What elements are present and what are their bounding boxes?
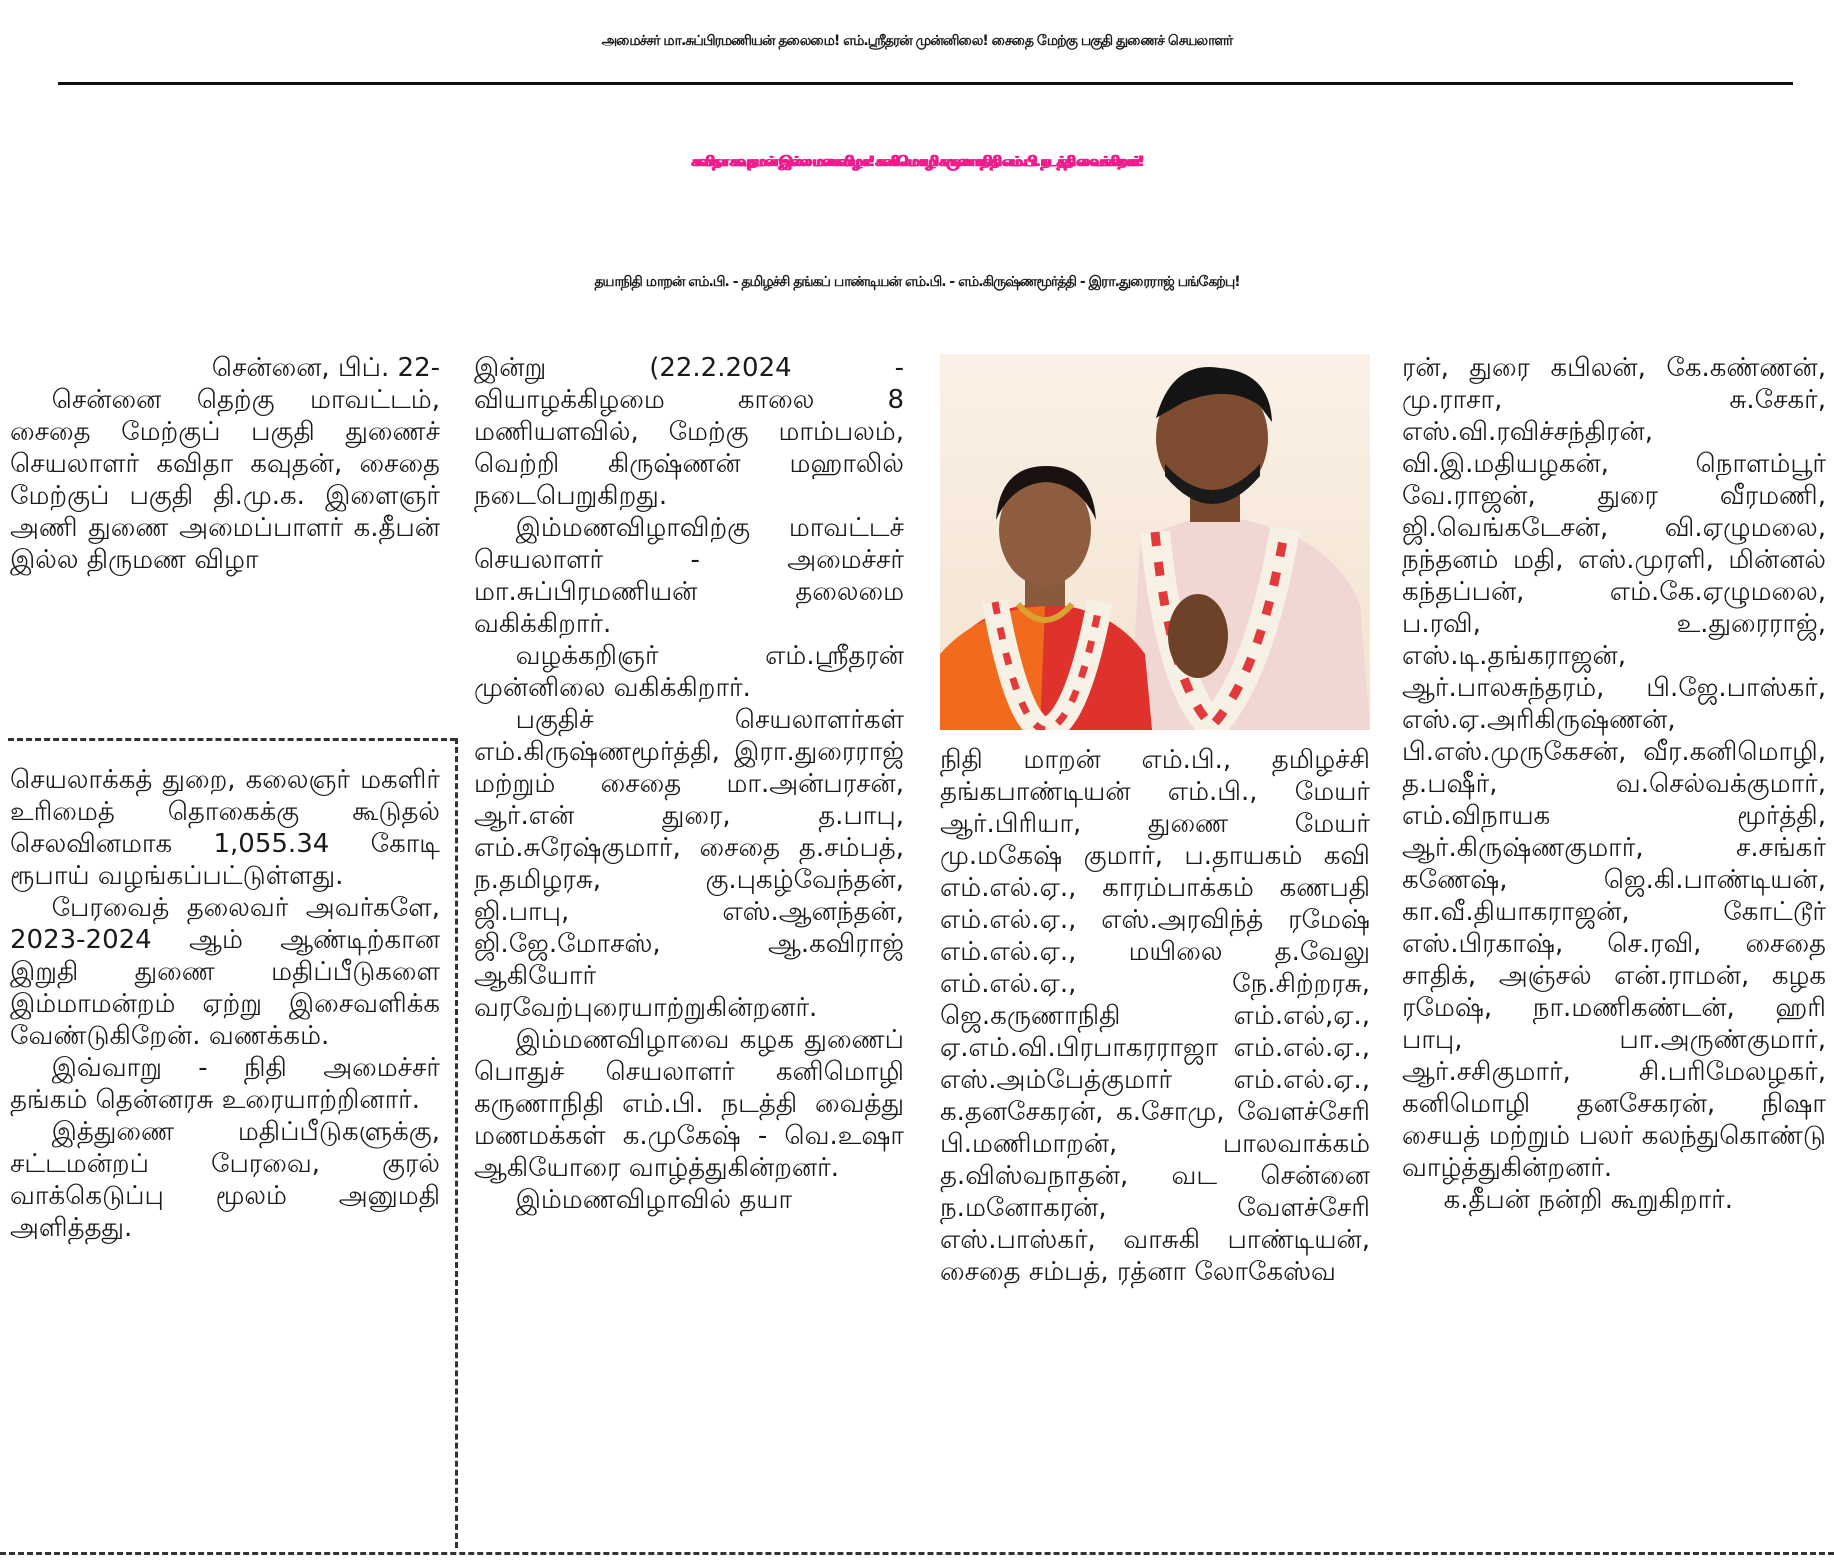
article-paragraph: இம்மணவிழாவிற்கு மாவட்டச் செயலாளர் - அமைச்சர் மா.சுப்பிரமணியன் தலைமை வகிக்கிறார். <box>474 513 904 639</box>
article-paragraph: இம்மணவிழாவை கழக துணைப் பொதுச் செயலாளர் கனிமொழி கருணாநிதி எம்.பி. நடத்தி வைத்து மணமக்கள் க.முகேஷ் - வெ.உஷா ஆகியோரை வாழ்த்துகின்றனர். <box>474 1025 904 1183</box>
article-paragraph: நிதி மாறன் எம்.பி., தமிழச்சி தங்கபாண்டியன் எம்.பி., மேயர் ஆர்.பிரியா, துணை மேயர் மு.மகேஷ் குமார், ப.தாயகம் கவி எம்.எல்.ஏ., காரம்பாக்கம் கணபதி எம்.எல்.ஏ., எஸ்.அரவிந்த் ரமேஷ் எம்.எல்.ஏ., மயிலை த.வேலு எம்.எல்.ஏ., நே.சிற்றரசு, ஜெ.கருணாநிதி எம்.எல்,ஏ., ஏ.எம்.வி.பிரபாகரராஜா எம்.எல்.ஏ., எஸ்.அம்பேத்குமார் எம்.எல்.ஏ., க.தனசேகரன், க.சோமு, வேளச்சேரி பி.மணிமாறன், பாலவாக்கம் த.விஸ்வநாதன், வட சென்னை ந.மனோகரன், வேளச்சேரி எஸ்.பாஸ்கர், வாசுகி பாண்டியன், சைதை சம்பத், ரத்னா லோகேஸ்வ <box>940 745 1370 1287</box>
column-1-boxed-story <box>10 764 440 1544</box>
dateline: சென்னை, பிப். 22- <box>211 353 440 383</box>
article-paragraph: வழக்கறிஞர் எம்.ஸ்ரீதரன் முன்னிலை வகிக்கிறார். <box>474 641 904 703</box>
article-paragraph: செயலாக்கத் துறை, கலைஞர் மகளிர் உரிமைத் தொகைக்கு கூடுதல் செலவினமாக 1,055.34 கோடி ரூபாய் வழங்கப்பட்டுள்ளது. <box>10 765 440 891</box>
kicker-headline: அமைச்சர் மா.சுப்பிரமணியன் தலைமை! எம்.ஸ்ரீதரன் முன்னிலை! சைதை மேற்கு பகுதி துணைச் செயலாளர் <box>601 33 1233 49</box>
article-paragraph: இத்துணை மதிப்பீடுகளுக்கு, சட்டமன்றப் பேரவை, குரல் வாக்கெடுப்பு மூலம் அனுமதி அளித்தது. <box>10 1117 440 1243</box>
article-paragraph: இம்மணவிழாவில் தயா <box>515 1185 793 1215</box>
article-paragraph: க.தீபன் நன்றி கூறுகிறார். <box>1443 1185 1734 1215</box>
kicker-rule <box>58 82 1793 85</box>
couple-photo <box>940 354 1370 730</box>
box-border-right <box>455 738 458 1548</box>
article-paragraph: பேரவைத் தலைவர் அவர்களே, 2023-2024 ஆம் ஆண்டிற்கான இறுதி துணை மதிப்பீடுகளை இம்மாமன்றம் ஏற்று இசைவளிக்க வேண்டுகிறேன். வணக்கம். <box>10 893 440 1051</box>
column-3 <box>940 744 1370 1542</box>
column-2 <box>474 352 904 1542</box>
article-paragraph: சென்னை தெற்கு மாவட்டம், சைதை மேற்குப் பகுதி துணைச் செயலாளர் கவிதா கவுதன், சைதை மேற்குப் பகுதி தி.மு.க. இளைஞர் அணி துணை அமைப்பாளர் க.தீபன் இல்ல திருமண விழா <box>10 385 440 575</box>
subheadline: தயாநிதி மாறன் எம்.பி. - தமிழச்சி தங்கப் பாண்டியன் எம்.பி. - எம்.கிருஷ்ணமூர்த்தி - இரா.துரைராஜ் பங்கேற்பு! <box>594 274 1240 290</box>
column-4 <box>1402 352 1826 1542</box>
article-paragraph: இன்று (22.2.2024 - வியாழக்கிழமை காலை 8 மணியளவில், மேற்கு மாம்பலம், வெற்றி கிருஷ்ணன் மஹாலில் நடைபெறுகிறது. <box>474 353 904 511</box>
column-1-top <box>10 352 440 712</box>
bottom-rule <box>0 1552 1834 1555</box>
article-paragraph: பகுதிச் செயலாளர்கள் எம்.கிருஷ்ணமூர்த்தி, இரா.துரைராஜ் மற்றும் சைதை மா.அன்பரசன், ஆர்.என் துரை, த.பாபு, எம்.சுரேஷ்குமார், சைதை த.சம்பத், ந.தமிழரசு, கு.புகழ்வேந்தன், ஜி.பாபு, எஸ்.ஆனந்தன், ஜி.ஜே.மோசஸ், ஆ.கவிராஜ் ஆகியோர் வரவேற்புரையாற்றுகின்றனர். <box>474 705 904 1023</box>
box-border-top <box>8 738 456 741</box>
article-paragraph: இவ்வாறு - நிதி அமைச்சர் தங்கம் தென்னரசு உரையாற்றினார். <box>10 1053 440 1115</box>
article-paragraph: ரன், துரை கபிலன், கே.கண்ணன், மு.ராசா, சு.சேகர், எஸ்.வி.ரவிச்சந்திரன், வி.இ.மதியழகன், நொளம்பூர் வே.ராஜன், துரை வீரமணி, ஜி.வெங்கடேசன், வி.ஏழுமலை, நந்தனம் மதி, எஸ்.முரளி, மின்னல் கந்தப்பன், எம்.கே.ஏழுமலை, ப.ரவி, உ.துரைராஜ், எஸ்.டி.தங்கராஜன், ஆர்.பாலசுந்தரம், பி.ஜே.பாஸ்கர், எஸ்.ஏ.அரிகிருஷ்ணன், பி.எஸ்.முருகேசன், வீர.கனிமொழி, த.பஷீர், வ.செல்வக்குமார், எம்.விநாயக மூர்த்தி, ஆர்.கிருஷ்ணகுமார், ச.சங்கர் கணேஷ், ஜெ.கி.பாண்டியன், கா.வீ.தியாகராஜன், கோட்டூர் எஸ்.பிரகாஷ், செ.ரவி, சைதை சாதிக், அஞ்சல் என்.ராமன், கழக ரமேஷ், நா.மணிகண்டன், ஹரி பாபு, பா.அருண்குமார், ஆர்.சசிகுமார், சி.பரிமேலழகர், கனிமொழி தனசேகரன், நிஷா சையத் மற்றும் பலர் கலந்துகொண்டு வாழ்த்துகின்றனர். <box>1402 353 1826 1183</box>
main-headline: கவிதா கவுதமன் இல்ல மணவிழா! கனிமொழி கருணாநிதி எம்.பி. நடத்தி வைக்கிறார்! <box>691 154 1143 170</box>
